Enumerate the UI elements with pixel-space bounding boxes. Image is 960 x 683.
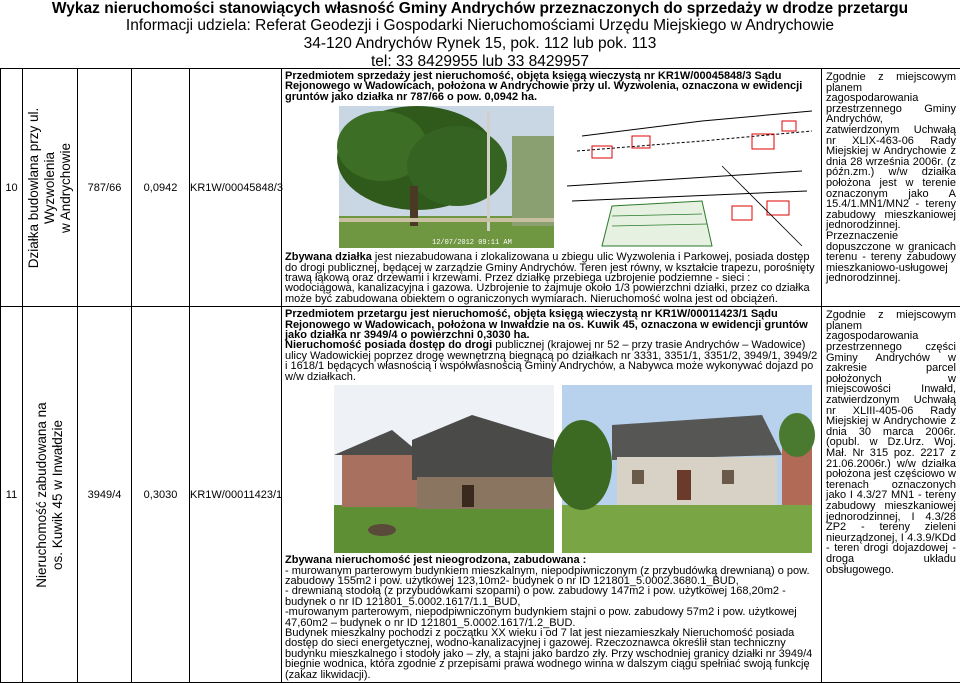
- parcel-area: 0,0942: [132, 69, 190, 307]
- media-area: [285, 106, 818, 248]
- zoning-plan-cell: Zgodnie z miejscowym planem zagospodarowania przestrzennego Gminy Andrychów, zatwierdzonym Uchwałą nr XLIX-463-06 Rady Miejskiej w Andrychowie z dnia 28 września 2006r. (z późn.zm.) w/w działka położona jest w terenie oznaczonym jako A 15.4/1.MN1/MN2 - tereny zabudowy mieszkaniowej jednorodzinnej. Przeznaczenie dopuszczone w granicach terenu - tereny zabudowy mieszkaniowo-usługowej jednorodzinnej.: [822, 69, 960, 307]
- map-sketch: [562, 106, 812, 248]
- land-register-number: KR1W/00011423/1: [190, 307, 282, 683]
- photos-svg: [282, 385, 822, 553]
- plot-description: [285, 252, 818, 304]
- location-cell: [23, 69, 78, 307]
- description-cell: [282, 69, 822, 307]
- parcel-number: 787/66: [78, 69, 132, 307]
- location-cell: [23, 307, 78, 683]
- land-register-number: KR1W/00045848/3: [190, 69, 282, 307]
- contact-info: Informacji udziela: Referat Geodezji i Gospodarki Nieruchomościami Urzędu Miejskiego w Andrychowie: [0, 17, 960, 35]
- photo-buildings-1: [334, 385, 554, 553]
- table-row: [1, 69, 960, 307]
- building-item: -murowanym parterowym, niepodpiwniczonym budynkiem stajni o pow. zabudowy 57m2 i pow. użytkowej 47,60m2 – budynek o nr ID 121801_5.0002.1617/1.2_BUD.: [285, 607, 818, 628]
- property-table: [0, 68, 960, 683]
- description-cell: [282, 307, 822, 683]
- description-lead: Zbywana działka: [285, 251, 372, 263]
- photo-buildings-2: [552, 385, 815, 553]
- row-number: 10: [1, 69, 23, 307]
- location-line: os. Kuwik 45 w Inwałdzie: [50, 402, 66, 587]
- building-item: - murowanym parterowym budynkiem mieszkalnym, niepodpiwniczonym (z przybudówką drewnianą) o pow. zabudowy 155m2 i pow. użytkowej 123,10m2- budynek o nr ID 121801_5.0002.3680.1_BUD,: [285, 566, 818, 587]
- location-line: Działka budowlana przy ul.: [26, 107, 42, 268]
- location-line: Wyzwolenia: [42, 107, 58, 268]
- condition-text: Budynek mieszkalny pochodzi z początku XX wieku i od 7 lat jest niezamieszkały Nieruchomość posiada dostęp do sieci energetycznej, wodno-kanalizacyjnej i gazowej. Rzeczoznawca określił stan techniczny budynku mieszkalnego i stodoły jako – zły, a stajni jako bardzo zły. Przy wschodniej granicy działki nr 3949/4 biegnie wodnica, która zgodnie z przepisami prawa wodnego winna w dalszym ciągu spełniać swoją funkcję (zakaz likwidacji).: [285, 628, 818, 680]
- access-lead: Nieruchomość posiada dostęp do drogi: [285, 339, 492, 351]
- building-item: - drewnianą stodołą (z przybudówkami szopami) o pow. zabudowy 147m2 i pow. użytkowej 168,20m2 - budynek o nr ID 121801_5.0002.1617/1.1_BUD,: [285, 586, 818, 607]
- photos-area: [285, 385, 818, 553]
- page-title: Wykaz nieruchomości stanowiących własność Gminy Andrychów przeznaczonych do sprzedaży w drodze przetargu: [0, 0, 960, 17]
- table-row: [1, 307, 960, 683]
- location-line: w Andrychowie: [58, 107, 74, 268]
- plot-photo: [337, 106, 554, 248]
- zoning-plan-cell: Zgodnie z miejscowym planem zagospodarowania przestrzennego części Gminy Andrychów w zakresie parcel położonych w miejscowości Inwałd, zatwierdzonym Uchwałą nr XLIII-405-06 Rady Miejskiej w Andrychowie z dnia 30 marca 2006r. (opubl. w Dz.Urz. Woj. Mał. Nr 315 poz. 2217 z 21.06.2006r.) w/w działka położona jest częściowo w terenach oznaczonych jako I 4.3/27 MN1 - tereny zabudowy mieszkaniowej jednorodzinnej, I 4.3/28 ZP2 - tereny zieleni nieurządzonej, I 4.3.9/KDd - teren drogi dojazdowej - droga układu obsługowego.: [822, 307, 960, 683]
- address: 34-120 Andrychów Rynek 15, pok. 112 lub pok. 113: [0, 35, 960, 53]
- parcel-number: 3949/4: [78, 307, 132, 683]
- media-svg: [282, 106, 822, 248]
- parcel-area: 0,3030: [132, 307, 190, 683]
- phone-numbers: tel: 33 8429955 lub 33 8429957: [0, 53, 960, 71]
- location-line: Nieruchomość zabudowana na: [34, 402, 50, 587]
- page-header: [0, 0, 960, 71]
- row-number: 11: [1, 307, 23, 683]
- description-text: jest niezabudowana i zlokalizowana u zbiegu ulic Wyzwolenia i Parkowej, posiada dostęp do drogi publicznej, będącej w zarządzie Gminy Andrychów. Teren jest równy, w kształcie trapezu, porośnięty trawą łąkową oraz drzewami i krzewami. Przez działkę przebiega uzbrojenie podziemne - sieci : wodociągowa, kanalizacyjna i gazowa. Uzbrojenie to zajmuje około 1/3 powierzchni działki, przez co działka może być zabudowana obiektem o ograniczonych wymiarach. Nieruchomość wolna jest od obciążeń.: [285, 251, 815, 305]
- access-description: [285, 340, 818, 382]
- intro-text: Przedmiotem przetargu jest nieruchomość, objęta księgą wieczystą nr KR1W/00011423/1 Sądu Rejonowego w Wadowicach, położona w Inwałdzie na os. Kuwik 45, oznaczona w ewidencji gruntów jako działka nr 3949/4 o powierzchni 0,3030 ha.: [285, 309, 818, 340]
- photo-timestamp: 12/07/2012 09:11 AM: [432, 239, 512, 247]
- intro-text: Przedmiotem sprzedaży jest nieruchomość, objęta księgą wieczystą nr KR1W/00045848/3 Sądu Rejonowego w Wadowicach, położona w Andrychowie przy ul. Wyzwolenia, oznaczona w ewidencji gruntów jako działka nr 787/66 o pow. 0,0942 ha.: [285, 71, 818, 102]
- built-heading: Zbywana nieruchomość jest nieogrodzona, zabudowana :: [285, 555, 818, 565]
- access-text: publicznej (krajowej nr 52 – przy trasie Andrychów – Wadowice) ulicy Wadowickiej poprzez drogę wewnętrzną biegnącą po działkach nr 3331, 3351/1, 3351/2, 3949/1, 3949/2 i 1618/1 będących własnością i współwłasnością Gminy Andrychów, a Nabywca może wykonywać dojazd po w/w działkach.: [285, 339, 817, 382]
